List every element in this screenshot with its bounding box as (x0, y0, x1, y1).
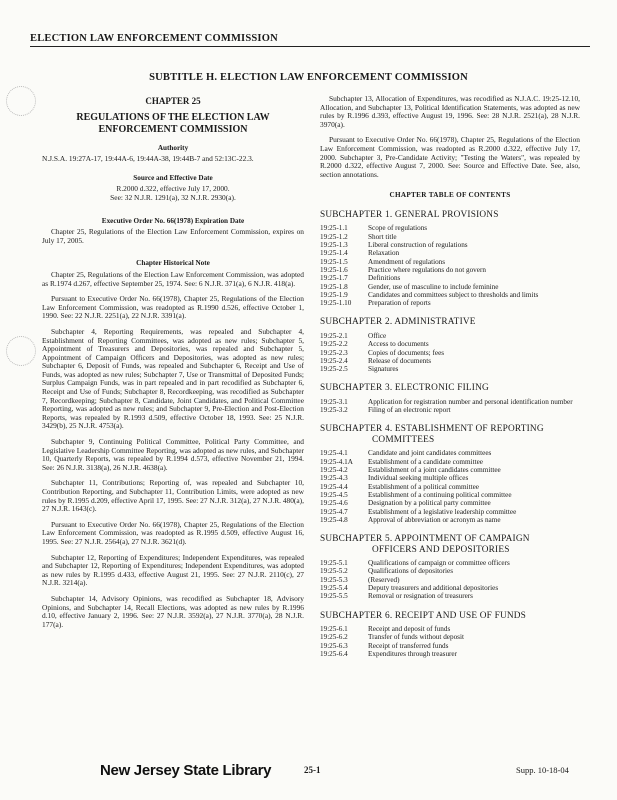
toc-entry (320, 592, 580, 600)
expiration-text: Chapter 25, Regulations of the Election Law Enforcement Commission, expires on July 17, 2005. (42, 227, 304, 245)
section-number: 19:25-5.5 (320, 592, 348, 601)
subchapter-heading-text: SUBCHAPTER 1. GENERAL PROVISIONS (320, 209, 499, 220)
toc-entry (320, 474, 580, 482)
subchapter-heading-text: SUBCHAPTER 5. APPOINTMENT OF CAMPAIGN (320, 534, 530, 545)
library-stamp: New Jersey State Library (100, 762, 272, 779)
section-title: Establishment of a joint candidates committee (368, 466, 501, 475)
section-number: 19:25-1.8 (320, 282, 348, 291)
section-title: Candidate and joint candidates committees (368, 449, 492, 458)
history-paragraph: Subchapter 14, Advisory Opinions, was recodified as Subchapter 18, Advisory Opinions, and Subchapter 14, Recall Elections, was adopted as new rules by R.1996 d.10, effective January 2, 1996. See: 27 N.J.R. 3592(a), 27 N.J.R. 3770(a), 28 N.J.R. 177(a). (42, 593, 304, 629)
subchapter-heading (320, 534, 580, 555)
history-label: Chapter Historical Note (136, 259, 210, 268)
section-title: Receipt and deposit of funds (368, 625, 451, 634)
section-title: Transfer of funds without deposit (368, 633, 464, 642)
section-number: 19:25-4.4 (320, 482, 348, 491)
section-number: 19:25-1.10 (320, 299, 352, 308)
section-title: Qualifications of depositories (368, 567, 454, 576)
history-paragraph: Subchapter 13, Allocation of Expenditures, was recodified as N.J.A.C. 19:25-12.10, Allocation, and Subchapter 13, Political Identification Statements, was adopted as new rules by R.1996 d.393, effective August 19, 1996. See: 28 N.J.R. 2521(a), 28 N.J.R. 3970(a). (320, 94, 580, 129)
section-title: Preparation of reports (368, 299, 431, 308)
toc-entry (320, 365, 580, 373)
subchapter-heading-text: SUBCHAPTER 4. ESTABLISHMENT OF REPORTING (320, 424, 544, 435)
subchapter-heading-continued: OFFICERS AND DEPOSITORIES (372, 544, 510, 555)
toc-entry (320, 483, 580, 491)
section-number: 19:25-5.2 (320, 567, 348, 576)
toc-entry (320, 357, 580, 365)
section-title: Short title (368, 232, 397, 241)
section-number: 19:25-6.4 (320, 650, 348, 659)
section-number: 19:25-1.2 (320, 232, 348, 241)
toc-entry (320, 508, 580, 516)
section-number: 19:25-2.4 (320, 356, 348, 365)
chapter-number: CHAPTER 25 (145, 96, 201, 106)
subchapter-heading-continued: COMMITTEES (372, 434, 435, 445)
subchapter-heading (320, 210, 580, 221)
subchapter-heading (320, 317, 580, 328)
section-title: Deputy treasurers and additional depositories (368, 584, 499, 593)
history-paragraph: Pursuant to Executive Order No. 66(1978), Chapter 25, Regulations of the Election Law Enforcement Commission, was readopted as R.1990 d.526, effective October 1, 1990. See: 22 N.J.R. 2251(a), 22 N.J.R. 3391(a). (42, 294, 304, 321)
section-title: Release of documents (368, 356, 432, 365)
source-line: R.2000 d.322, effective July 17, 2000. (116, 184, 230, 194)
subchapter-heading (320, 424, 580, 445)
toc-entry (320, 349, 580, 357)
section-title: Candidates and committees subject to thresholds and limits (368, 290, 539, 299)
section-title: Filing of an electronic report (368, 406, 451, 415)
subchapter-heading (320, 611, 580, 622)
section-number: 19:25-6.2 (320, 633, 348, 642)
toc-entry (320, 633, 580, 641)
section-title: Signatures (368, 365, 399, 374)
table-of-contents (320, 210, 580, 658)
punch-hole-mark (6, 336, 36, 366)
section-title: Qualifications of campaign or committee officers (368, 559, 510, 568)
subchapter-heading-text: SUBCHAPTER 3. ELECTRONIC FILING (320, 383, 489, 394)
toc-entry (320, 650, 580, 658)
section-title: Establishment of a legislative leadership committee (368, 507, 517, 516)
toc-entry (320, 274, 580, 282)
history-paragraph: Subchapter 12, Reporting of Expenditures; Independent Expenditures, was repealed and Subchapter 12, Reporting of Expenditures; Independent Expenditures, was adopted as new rules by R.1995 d.433, effective August 21, 1995. See: 27 N.J.R. 2110(c), 27 N.J.R. 3214(a). (42, 552, 304, 588)
toc-entry (320, 258, 580, 266)
history-paragraph: Subchapter 9, Continuing Political Committee, Political Party Committee, and Legislative Leadership Committee Reporting, was adopted as new rules, and Subchapter 10, Quarterly Reports, was repealed by R.1994 d.573, effective November 21, 1994. See: 26 N.J.R. 3138(a), 26 N.J.R. 4638(a). (42, 437, 304, 472)
toc-entry (320, 499, 580, 507)
section-number: 19:25-6.3 (320, 641, 348, 650)
authority-label: Authority (157, 143, 189, 152)
section-title: Liberal construction of regulations (368, 241, 468, 250)
right-column (320, 92, 580, 658)
subchapter-heading-text: SUBCHAPTER 6. RECEIPT AND USE OF FUNDS (320, 610, 527, 621)
section-title: Establishment of a continuing political committee (368, 490, 512, 499)
section-title: Scope of regulations (368, 224, 428, 233)
section-title: Access to documents (368, 340, 429, 349)
toc-entry (320, 291, 580, 299)
section-number: 19:25-1.5 (320, 257, 348, 266)
subchapter-heading-text: SUBCHAPTER 2. ADMINISTRATIVE (320, 317, 476, 328)
source-line: See: 32 N.J.R. 1291(a), 32 N.J.R. 2930(a). (110, 192, 236, 202)
section-number: 19:25-4.1 (320, 449, 348, 458)
section-title: Application for registration number and personal identification number (368, 397, 573, 406)
section-number: 19:25-2.1 (320, 331, 348, 340)
toc-entry (320, 283, 580, 291)
section-title: Removal or resignation of treasurers (368, 592, 473, 601)
section-title: Practice where regulations do not govern (368, 265, 486, 274)
toc-entry (320, 398, 580, 406)
section-title: Definitions (368, 274, 401, 283)
section-number: 19:25-5.4 (320, 584, 348, 593)
toc-entry (320, 625, 580, 633)
section-title: Expenditures through treasurer (368, 650, 458, 659)
source-label: Source and Effective Date (133, 173, 213, 182)
section-number: 19:25-1.1 (320, 224, 348, 233)
section-title: (Reserved) (368, 575, 400, 584)
toc-entry (320, 584, 580, 592)
section-number: 19:25-3.2 (320, 406, 348, 415)
toc-entry (320, 233, 580, 241)
subtitle-heading: SUBTITLE H. ELECTION LAW ENFORCEMENT COMMISSION (149, 72, 468, 83)
history-paragraph: Subchapter 11, Contributions; Reporting of, was repealed and Subchapter 10, Contribution Reporting, and Subchapter 11, Contribution Limits, were adopted as new rules by R.1995 d.209, effective April 17, 1995. See: 27 N.J.R. 312(a), 27 N.J.R. 480(a), 27 N.J.R. 1643(c). (42, 478, 304, 514)
section-number: 19:25-4.8 (320, 515, 348, 524)
section-number: 19:25-4.7 (320, 507, 348, 516)
section-number: 19:25-4.6 (320, 499, 348, 508)
toc-entry (320, 299, 580, 307)
section-title: Receipt of transferred funds (368, 641, 449, 650)
section-number: 19:25-2.2 (320, 340, 348, 349)
section-title: Establishment of a candidate committee (368, 457, 483, 466)
history-paragraph: Pursuant to Executive Order No. 66(1978), Chapter 25, Regulations of the Election Law Enforcement Commission, was readopted as R.1995 d.509, effective August 16, 1995. See: 27 N.J.R. 2564(a), 27 N.J.R. 3621(d). (42, 519, 304, 546)
section-title: Individual seeking multiple offices (368, 474, 469, 483)
section-number: 19:25-6.1 (320, 625, 348, 634)
section-title: Office (368, 331, 387, 340)
section-title: Amendment of regulations (368, 257, 446, 266)
section-number: 19:25-3.1 (320, 397, 348, 406)
subchapter-heading (320, 383, 580, 394)
section-number: 19:25-5.1 (320, 559, 348, 568)
toc-entry (320, 406, 580, 414)
page-number: 25-1 (304, 765, 321, 775)
toc-entry (320, 332, 580, 340)
section-number: 19:25-4.5 (320, 490, 348, 499)
supplement-date: Supp. 10-18-04 (516, 765, 569, 775)
section-number: 19:25-5.3 (320, 575, 348, 584)
section-number: 19:25-4.3 (320, 474, 348, 483)
section-number: 19:25-4.1A (320, 457, 353, 466)
section-number: 19:25-4.2 (320, 466, 348, 475)
section-title: Gender, use of masculine to include feminine (368, 282, 499, 291)
punch-hole-mark (6, 86, 36, 116)
section-title: Approval of abbreviation or acronym as name (368, 515, 501, 524)
section-number: 19:25-2.5 (320, 365, 348, 374)
history-paragraph: Pursuant to Executive Order No. 66(1978), Chapter 25, Regulations of the Election Law Enforcement Commission, was readopted as R.2000 d.322, effective July 17, 2000. Subchapter 3, Pre-Candidate Activity; "Testing the Waters", was repealed by R.2000 d.322, effective August 7, 2000. See: Source and Effective Date. See, also, section annotations. (320, 135, 580, 179)
chapter-title: REGULATIONS OF THE ELECTION LAW ENFORCEMENT COMMISSION (76, 111, 270, 135)
running-head: ELECTION LAW ENFORCEMENT COMMISSION (30, 33, 590, 47)
toc-entry (320, 340, 580, 348)
toc-entry (320, 266, 580, 274)
section-title: Relaxation (368, 249, 400, 258)
history-paragraph: Chapter 25, Regulations of the Election Law Enforcement Commission, was adopted as R.1974 d.267, effective September 25, 1974. See: 6 N.J.R. 371(a), 6 N.J.R. 418(a). (42, 269, 304, 288)
toc-entry (320, 559, 580, 567)
expiration-label: Executive Order No. 66(1978) Expiration Date (101, 216, 245, 225)
section-number: 19:25-1.6 (320, 265, 348, 274)
toc-entry (320, 224, 580, 232)
history-paragraph: Subchapter 4, Reporting Requirements, was repealed and Subchapter 4, Establishment of Reporting Committees, was adopted as new rules; Subchapter 5, Appointment of Treasurers and Depositories, was repealed and Subchapter 5, Appointment of Campaign Officers and Depositories, was adopted as new rules; Subchapter 6, Deposit of Funds, was repealed and Subchapter 6, Receipt and Use of Funds, was adopted as new rules; Subchapter 7, Use or Transmittal of Deposited Funds; Surplus Campaign Funds, was in part repealed and in part recodified as Subchapter 6, Receipt and Use of Funds; Subchapter 8, Recordkeeping, was recodified as Subchapter 7, Recordkeeping; Subchapter 8, Candidate, Joint Candidates, and Political Committee Reporting, was adopted as new rules; and Subchapter 9, Pre-Election and Post-Election Reports, was repealed by R.1993 d.509, effective October 18, 1993. See: 25 N.J.R. 3429(b), 25 N.J.R. 4753(a). (42, 326, 304, 431)
section-number: 19:25-1.9 (320, 290, 348, 299)
left-column (42, 92, 304, 629)
section-number: 19:25-1.7 (320, 274, 348, 283)
section-number: 19:25-1.4 (320, 249, 348, 258)
section-title: Copies of documents; fees (368, 348, 445, 357)
toc-entry (320, 516, 580, 524)
section-number: 19:25-2.3 (320, 348, 348, 357)
toc-entry (320, 491, 580, 499)
section-title: Designation by a political party committee (368, 499, 491, 508)
toc-entry (320, 466, 580, 474)
toc-entry (320, 642, 580, 650)
toc-entry (320, 458, 580, 466)
authority-text: N.J.S.A. 19:27A-17, 19:44A-6, 19:44A-38, 19:44B-7 and 52:13C-22.3. (42, 154, 254, 164)
section-number: 19:25-1.3 (320, 241, 348, 250)
toc-entry (320, 249, 580, 257)
section-title: Establishment of a political committee (368, 482, 479, 491)
toc-entry (320, 567, 580, 575)
toc-entry (320, 241, 580, 249)
toc-entry (320, 576, 580, 584)
toc-heading: CHAPTER TABLE OF CONTENTS (389, 191, 511, 200)
toc-entry (320, 449, 580, 457)
